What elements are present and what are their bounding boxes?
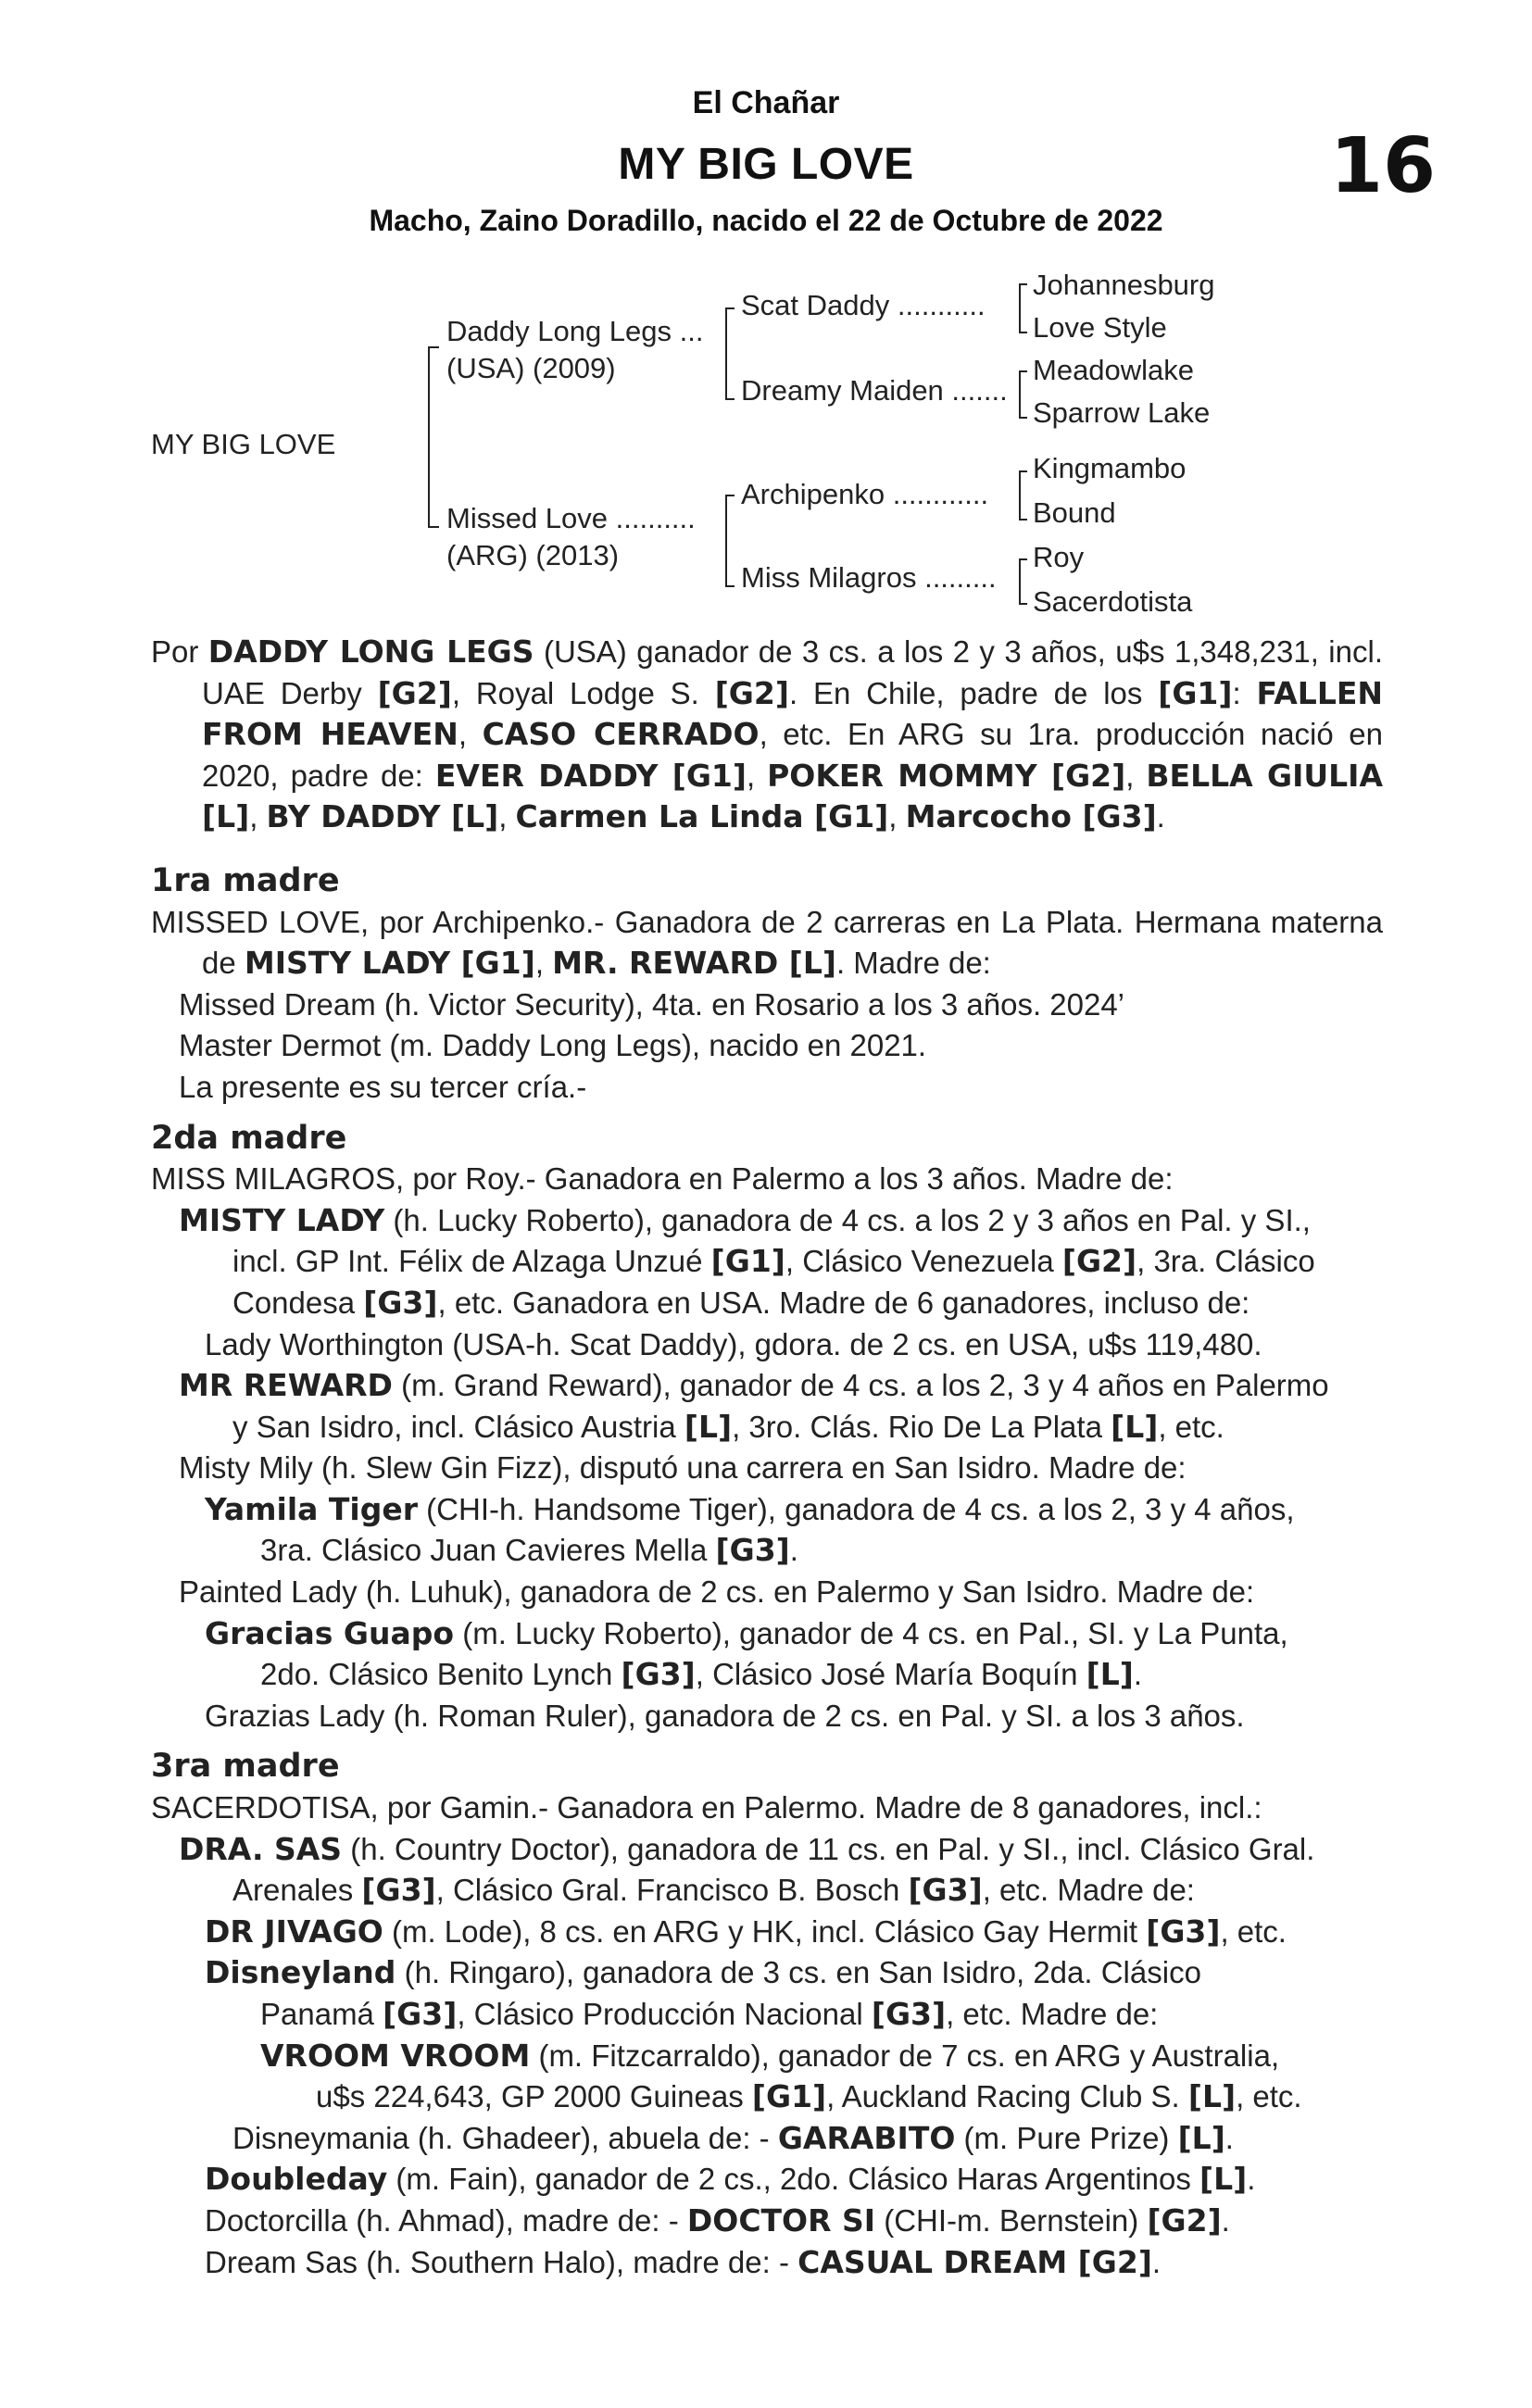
pedigree-subject: MY BIG LOVE [151, 428, 336, 460]
first-dam-produce-1: Missed Dream (h. Victor Security), 4ta. en Rosario a los 3 años. 2024’ [179, 986, 1125, 1022]
sire-paragraph: Por DADDY LONG LEGS (USA) ganador de 3 cs. a los 2 y 3 años, u$s 1,348,231, incl. UAE Derby [G2], Royal Lodge S. [G2]. En Chile, padre de los [G1]: FALLEN FROM HEAVEN, CASO CERRADO, etc. En ARG su 1ra. producción nació en 2020, padre de: EVER DADDY [G1], POKER MOMMY [G2], BELLA GIULIA [L], BY DADDY [L], Carmen La Linda [G1], Marcocho [G3]. [151, 633, 1384, 835]
produce-vroom-vroom-cont: u$s 224,643, GP 2000 Guineas [G1], Auckland Racing Club S. [L], etc. [316, 2078, 1302, 2115]
bracket-dam [725, 495, 735, 587]
pedigree-dam-dam: Miss Milagros ......... [741, 561, 997, 594]
pedigree-ggp-8: Sacerdotista [1033, 585, 1193, 618]
first-dam-intro: MISSED LOVE, por Archipenko.- Ganadora de 2 carreras en La Plata. Hermana materna de MISTY LADY [G1], MR. REWARD [L]. Madre de: [151, 904, 1383, 982]
produce-misty-lady: MISTY LADY (h. Lucky Roberto), ganadora de 4 cs. a los 2 y 3 años en Pal. y SI., [179, 1201, 1311, 1238]
bracket-dd [1019, 558, 1027, 605]
pedigree-dam: Missed Love .......... [446, 502, 696, 534]
pedigree-dam-sire: Archipenko ............ [741, 478, 989, 510]
bracket-gen1 [428, 346, 439, 528]
produce-dra-sas: DRA. SAS (h. Country Doctor), ganadora de 11 cs. en Pal. y SI., incl. Clásico Gral. [179, 1830, 1315, 1867]
produce-yamila-tiger-cont: 3ra. Clásico Juan Cavieres Mella [G3]. [260, 1532, 798, 1569]
produce-doubleday: Doubleday (m. Fain), ganador de 2 cs., 2do. Clásico Haras Argentinos [L]. [205, 2161, 1256, 2198]
pedigree-ggp-7: Roy [1033, 541, 1085, 573]
farm-name: El Chañar [692, 85, 840, 120]
produce-misty-lady-cont: incl. GP Int. Félix de Alzaga Unzué [G1], Clásico Venezuela [G2], 3ra. Clásico [232, 1243, 1315, 1280]
bracket-sd [1019, 370, 1027, 419]
produce-gracias-guapo-cont: 2do. Clásico Benito Lynch [G3], Clásico José María Boquín [L]. [260, 1656, 1142, 1693]
horse-description: Macho, Zaino Doradillo, nacido el 22 de Octubre de 2022 [369, 204, 1163, 237]
section-heading-second-dam: 2da madre [151, 1119, 347, 1157]
bracket-ds [1019, 470, 1027, 520]
second-dam-intro: MISS MILAGROS, por Roy.- Ganadora en Palermo a los 3 años. Madre de: [151, 1161, 1174, 1197]
produce-painted-lady: Painted Lady (h. Luhuk), ganadora de 2 cs. en Palermo y San Isidro. Madre de: [179, 1574, 1255, 1610]
first-dam-produce-2: Master Dermot (m. Daddy Long Legs), nacido en 2021. [179, 1028, 927, 1063]
pedigree-sire-dam: Dreamy Maiden ....... [741, 374, 1008, 407]
produce-mr-reward: MR REWARD (m. Grand Reward), ganador de 4 cs. a los 2, 3 y 4 años en Palermo [179, 1367, 1329, 1404]
produce-gracias-guapo: Gracias Guapo (m. Lucky Roberto), ganador de 4 cs. en Pal., SI. y La Punta, [205, 1614, 1288, 1651]
produce-misty-mily: Misty Mily (h. Slew Gin Fizz), disputó una carrera en San Isidro. Madre de: [179, 1450, 1187, 1486]
pedigree-ggp-4: Sparrow Lake [1033, 396, 1211, 429]
produce-mr-reward-cont: y San Isidro, incl. Clásico Austria [L], 3ro. Clás. Rio De La Plata [L], etc. [232, 1408, 1224, 1445]
produce-doctorcilla: Doctorcilla (h. Ahmad), madre de: - DOCTOR SI (CHI-m. Bernstein) [G2]. [205, 2201, 1230, 2239]
produce-disneyland-cont: Panamá [G3], Clásico Producción Nacional [G3], etc. Madre de: [260, 1996, 1159, 2032]
pedigree-sire-sire: Scat Daddy ........... [741, 289, 986, 321]
catalog-body [151, 632, 1383, 2283]
produce-misty-lady-cont2: Condesa [G3], etc. Ganadora en USA. Madre de 6 ganadores, incluso de: [232, 1284, 1250, 1321]
section-heading-third-dam: 3ra madre [151, 1748, 340, 1786]
pedigree-ggp-1: Johannesburg [1033, 269, 1215, 301]
first-dam-produce-3: La presente es su tercer cría.- [179, 1069, 587, 1104]
pedigree-ggp-2: Love Style [1033, 311, 1167, 344]
produce-dr-jivago: DR JIVAGO (m. Lode), 8 cs. en ARG y HK, incl. Clásico Gay Hermit [G3], etc. [205, 1913, 1287, 1950]
produce-disneymania: Disneymania (h. Ghadeer), abuela de: - GARABITO (m. Pure Prize) [L]. [232, 2119, 1234, 2156]
produce-yamila-tiger: Yamila Tiger (CHI-h. Handsome Tiger), ganadora de 4 cs. a los 2, 3 y 4 años, [205, 1490, 1295, 1527]
produce-dra-sas-cont: Arenales [G3], Clásico Gral. Francisco B. Bosch [G3], etc. Madre de: [232, 1872, 1195, 1909]
lot-number: 16 [1330, 122, 1437, 210]
third-dam-intro: SACERDOTISA, por Gamin.- Ganadora en Palermo. Madre de 8 ganadores, incl.: [151, 1790, 1262, 1825]
pedigree-sire-origin: (USA) (2009) [446, 352, 616, 384]
produce-disneyland: Disneyland (h. Ringaro), ganadora de 3 cs. en San Isidro, 2da. Clásico [205, 1954, 1201, 1991]
pedigree-ggp-3: Meadowlake [1033, 354, 1195, 386]
horse-title: MY BIG LOVE [618, 140, 914, 189]
bracket-sire [725, 307, 735, 400]
bracket-ss [1019, 283, 1027, 333]
produce-lady-worthington: Lady Worthington (USA-h. Scat Daddy), gdora. de 2 cs. en USA, u$s 119,480. [205, 1326, 1262, 1361]
section-heading-first-dam: 1ra madre [151, 861, 340, 899]
pedigree-ggp-6: Bound [1033, 496, 1116, 529]
produce-grazias-lady: Grazias Lady (h. Roman Ruler), ganadora de 2 cs. en Pal. y SI. a los 3 años. [205, 1698, 1245, 1733]
pedigree-dam-origin: (ARG) (2013) [446, 539, 620, 571]
pedigree-sire: Daddy Long Legs ... [446, 315, 704, 347]
produce-dream-sas: Dream Sas (h. Southern Halo), madre de: - CASUAL DREAM [G2]. [205, 2243, 1162, 2280]
pedigree-ggp-5: Kingmambo [1033, 452, 1187, 484]
produce-vroom-vroom: VROOM VROOM (m. Fitzcarraldo), ganador de 7 cs. en ARG y Australia, [260, 2037, 1280, 2074]
